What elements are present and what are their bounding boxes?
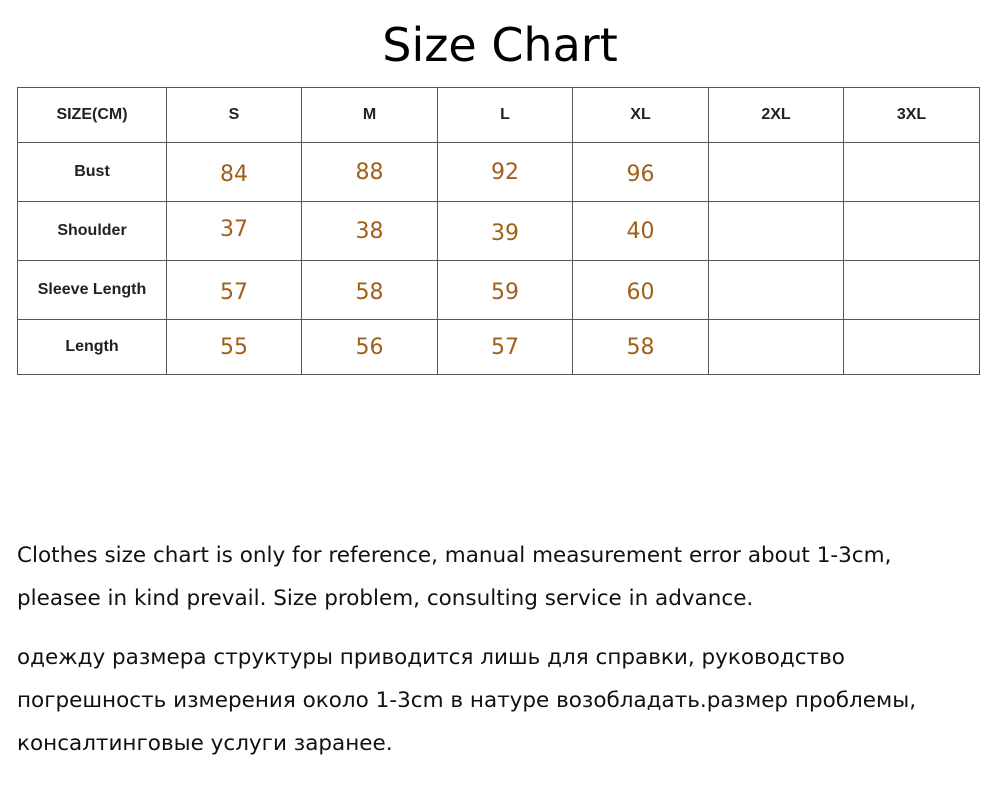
header-cell-l: L xyxy=(438,88,573,143)
row-label-sleeve-length: Sleeve Length xyxy=(18,261,167,320)
row-label-length: Length xyxy=(18,320,167,375)
table-cell: 84 xyxy=(167,143,302,202)
table-cell: 39 xyxy=(438,202,573,261)
table-cell xyxy=(709,143,844,202)
english-note-line: Clothes size chart is only for reference, manual measurement error about 1-3cm, xyxy=(17,543,892,568)
table-header-row xyxy=(18,88,980,143)
header-cell-2xl: 2XL xyxy=(709,88,844,143)
row-label-shoulder: Shoulder xyxy=(18,202,167,261)
table-cell xyxy=(844,202,980,261)
table-cell: 58 xyxy=(573,320,709,375)
table-cell: 58 xyxy=(302,261,438,320)
table-cell xyxy=(844,320,980,375)
table-cell: 57 xyxy=(438,320,573,375)
table-cell: 88 xyxy=(302,143,438,202)
table-row xyxy=(18,320,980,375)
table-cell: 40 xyxy=(573,202,709,261)
table-cell: 37 xyxy=(167,202,302,261)
table-cell xyxy=(844,143,980,202)
table-cell xyxy=(709,202,844,261)
table-cell: 96 xyxy=(573,143,709,202)
table-cell: 56 xyxy=(302,320,438,375)
page-title: Size Chart xyxy=(382,18,618,72)
table-cell xyxy=(709,261,844,320)
table-cell: 55 xyxy=(167,320,302,375)
table-cell xyxy=(844,261,980,320)
english-note-line: pleasee in kind prevail. Size problem, consulting service in advance. xyxy=(17,586,754,611)
header-cell-s: S xyxy=(167,88,302,143)
table-cell: 60 xyxy=(573,261,709,320)
table-cell: 92 xyxy=(438,143,573,202)
table-row xyxy=(18,202,980,261)
russian-note xyxy=(17,636,987,765)
russian-note-line: одежду размера структуры приводится лишь для справки, руководство xyxy=(17,645,845,670)
table-row xyxy=(18,261,980,320)
russian-note-line: погрешность измерения около 1-3cm в натуре возобладать.размер проблемы, xyxy=(17,688,917,713)
header-cell-xl: XL xyxy=(573,88,709,143)
header-cell-size: SIZE(CM) xyxy=(18,88,167,143)
russian-note-line: консалтинговые услуги заранее. xyxy=(17,731,393,756)
english-note xyxy=(17,534,987,620)
size-chart-table xyxy=(17,87,980,375)
header-cell-m: M xyxy=(302,88,438,143)
table-cell: 59 xyxy=(438,261,573,320)
table-cell xyxy=(709,320,844,375)
table-row xyxy=(18,143,980,202)
header-cell-3xl: 3XL xyxy=(844,88,980,143)
table-cell: 38 xyxy=(302,202,438,261)
table-cell: 57 xyxy=(167,261,302,320)
row-label-bust: Bust xyxy=(18,143,167,202)
